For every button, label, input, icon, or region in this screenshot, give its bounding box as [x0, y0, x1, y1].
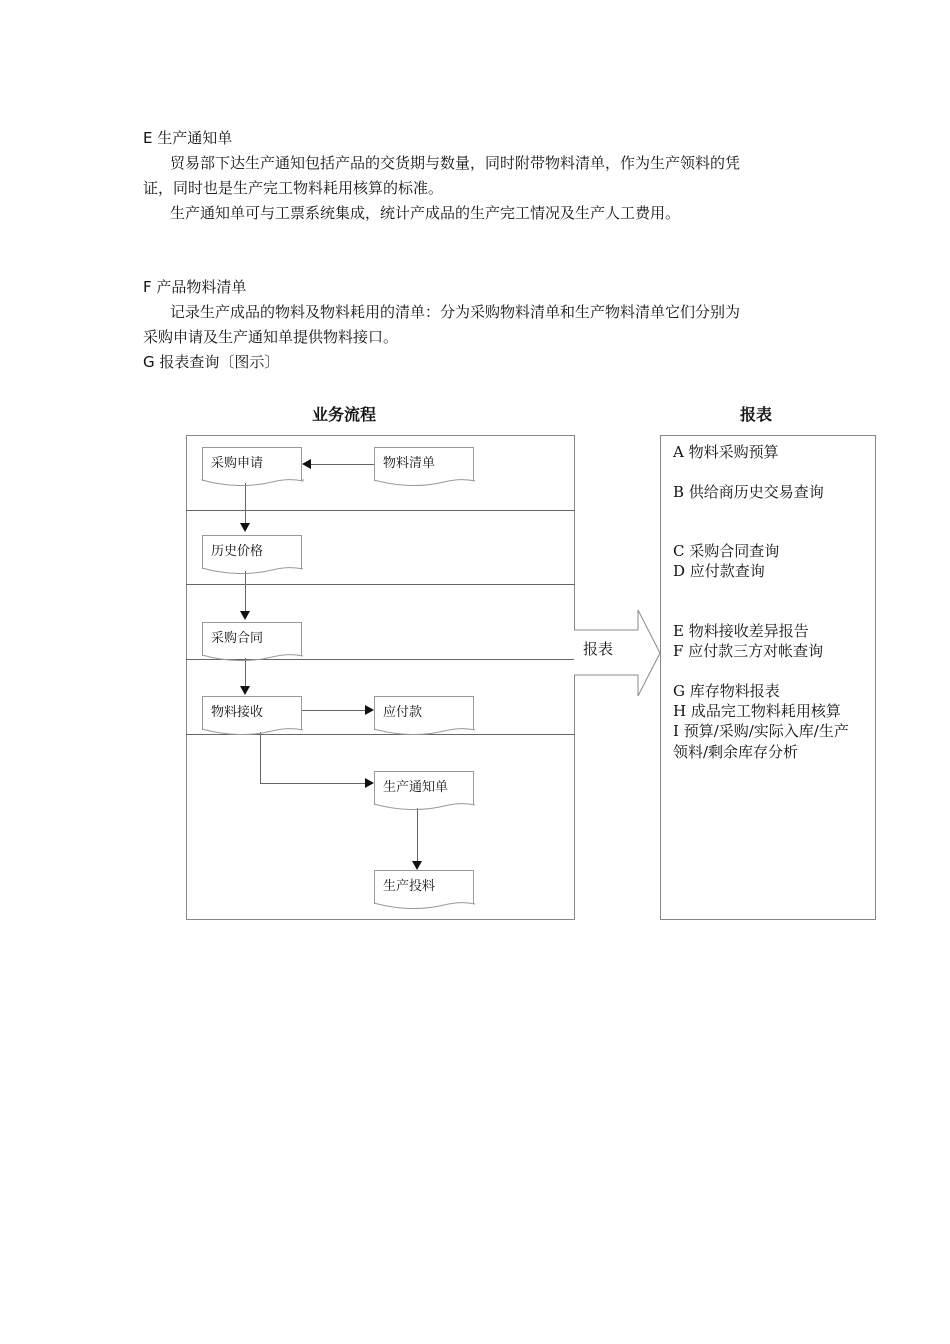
node-production-notice [374, 771, 474, 805]
node-label: 应付款 [383, 705, 423, 720]
arrow-head [302, 459, 311, 469]
report-item-e: E 物料接收差异报告 [673, 622, 809, 640]
node-label: 物料接收 [211, 705, 264, 720]
report-title: 报表 [740, 405, 773, 424]
section-f-heading: F 产品物料清单 [143, 278, 247, 296]
report-item-a: A 物料采购预算 [673, 443, 779, 461]
connector-line [245, 571, 246, 611]
report-item-i: I 预算/采购/实际入库/生产 [673, 722, 849, 740]
connector-line [245, 483, 246, 523]
document-wave-shape [202, 567, 304, 575]
report-item-b: B 供给商历史交易查询 [673, 483, 824, 501]
document-wave-shape [374, 728, 476, 736]
report-item-d: D 应付款查询 [673, 562, 765, 580]
node-production-input [374, 870, 474, 904]
document-wave-shape [374, 479, 476, 487]
arrow-head [412, 861, 422, 870]
section-e-heading: E 生产通知单 [143, 129, 233, 147]
report-item-c: C 采购合同查询 [673, 542, 780, 560]
node-label: 生产投料 [383, 879, 436, 894]
arrow-head [365, 778, 374, 788]
node-price-history [202, 535, 302, 569]
connector-line [260, 783, 365, 784]
node-payables [374, 696, 474, 730]
arrow-head [240, 686, 250, 695]
section-e-paragraph-1-line-1: 贸易部下达生产通知包括产品的交货期与数量，同时附带物料清单，作为生产领料的凭 [170, 154, 741, 172]
report-item-i-continued: 领料/剩余库存分析 [673, 743, 799, 761]
node-label: 历史价格 [211, 544, 264, 559]
node-label: 采购申请 [211, 456, 264, 471]
connector-line [417, 808, 418, 861]
document-wave-shape [202, 654, 304, 662]
document-wave-shape [202, 479, 304, 487]
document-wave-shape [202, 728, 304, 736]
node-material-list [374, 447, 474, 481]
arrow-head [240, 611, 250, 620]
arrow-head [365, 705, 374, 715]
section-g-heading: G 报表查询〔图示〕 [143, 353, 280, 371]
document-wave-shape [374, 902, 476, 910]
block-arrow-label: 报表 [583, 640, 614, 658]
connector-line [260, 732, 261, 783]
node-label: 生产通知单 [383, 780, 449, 795]
node-material-receipt [202, 696, 302, 730]
node-purchase-contract [202, 622, 302, 656]
node-label: 物料清单 [383, 456, 436, 471]
report-item-g: G 库存物料报表 [673, 682, 780, 700]
flow-title: 业务流程 [312, 405, 377, 424]
section-f-paragraph-line-1: 记录生产成品的物料及物料耗用的清单：分为采购物料清单和生产物料清单它们分别为 [170, 303, 741, 321]
node-label: 采购合同 [211, 631, 264, 646]
report-item-f: F 应付款三方对帐查询 [673, 642, 824, 660]
document-wave-shape [374, 803, 476, 811]
reports-panel [660, 435, 876, 920]
connector-line [302, 710, 365, 711]
connector-line [245, 658, 246, 686]
connector-line [310, 464, 374, 465]
node-purchase-request [202, 447, 302, 481]
section-e-paragraph-2: 生产通知单可与工票系统集成，统计产成品的生产完工情况及生产人工费用。 [170, 204, 681, 222]
report-item-h: H 成品完工物料耗用核算 [673, 702, 841, 720]
section-e-paragraph-1-line-2: 证，同时也是生产完工物料耗用核算的标准。 [143, 179, 444, 197]
section-f-paragraph-line-2: 采购申请及生产通知单提供物料接口。 [143, 328, 399, 346]
arrow-head [240, 523, 250, 532]
